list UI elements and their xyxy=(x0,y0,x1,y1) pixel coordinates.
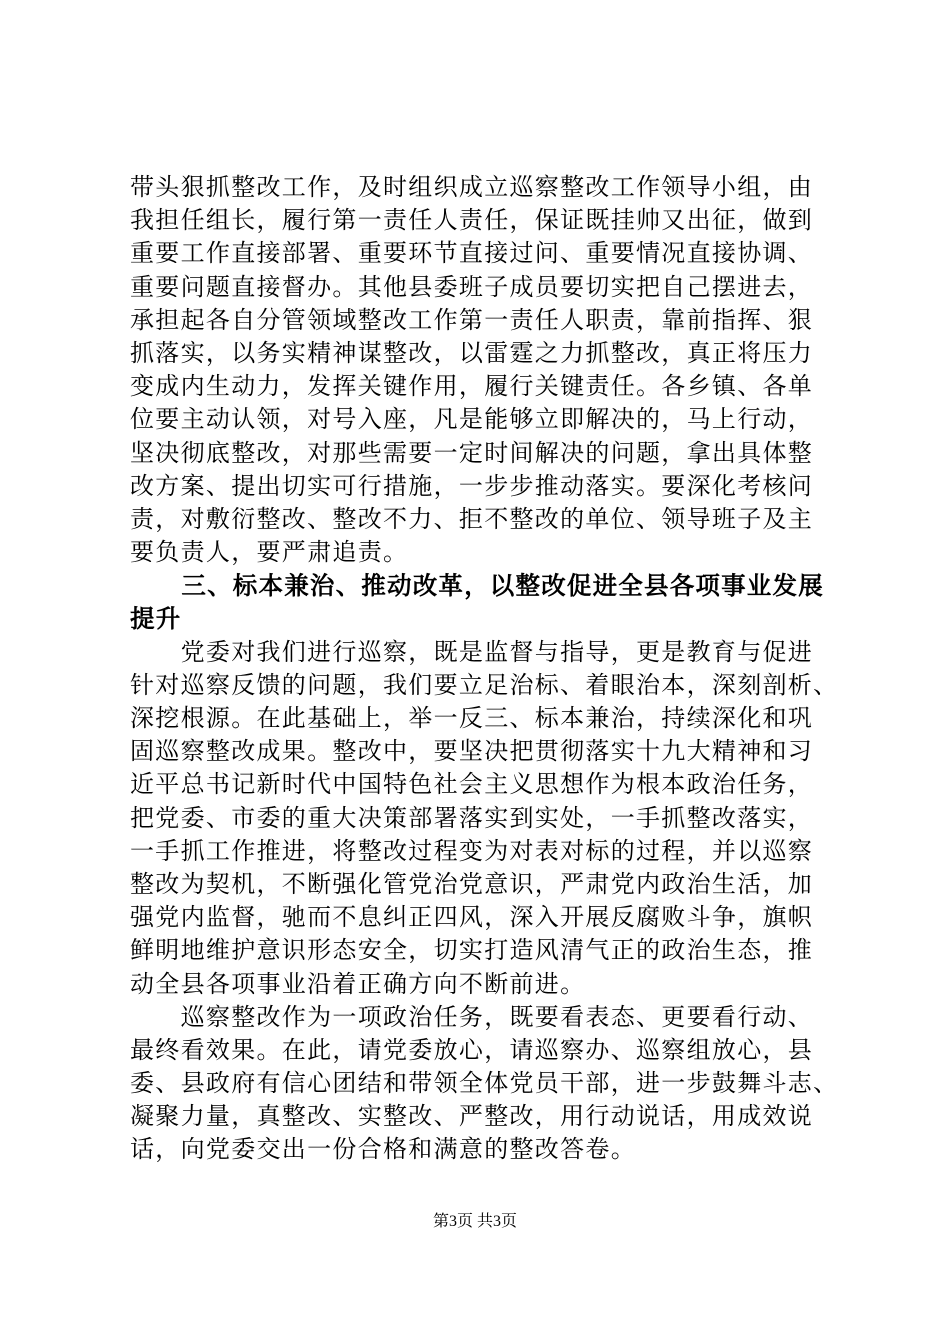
text-line: 话，向党委交出一份合格和满意的整改答卷。 xyxy=(130,1135,636,1164)
text-line: 最终看效果。在此，请党委放心，请巡察办、巡察组放心，县 xyxy=(130,1035,814,1064)
text-line: 坚决彻底整改，对那些需要一定时间解决的问题，拿出具体整 xyxy=(130,438,814,467)
text-line: 针对巡察反馈的问题，我们要立足治标、着眼治本，深刻剖析、 xyxy=(130,670,839,699)
text-line: 深挖根源。在此基础上，举一反三、标本兼治，持续深化和巩 xyxy=(130,704,814,732)
text-line: 重要问题直接督办。其他县委班子成员要切实把自己摆进去， xyxy=(130,272,814,301)
text-line: 我担任组长，履行第一责任人责任，保证既挂帅又出征，做到 xyxy=(130,206,814,235)
text-line: 要负责人，要严肃追责。 xyxy=(130,538,409,567)
text-line: 承担起各自分管领域整改工作第一责任人职责，靠前指挥、狠 xyxy=(130,305,814,334)
text-line: 重要工作直接部署、重要环节直接过问、重要情况直接协调、 xyxy=(130,239,814,268)
page-footer xyxy=(0,1212,950,1232)
section-heading: 三、标本兼治、推动改革，以整改促进全县各项事业发展 xyxy=(130,571,824,601)
text-line: 党委对我们进行巡察，既是监督与指导，更是教育与促进 xyxy=(130,637,814,666)
text-line: 鲜明地维护意识形态安全，切实打造风清气正的政治生态，推 xyxy=(130,936,814,965)
text-line: 抓落实，以务实精神谋整改，以雷霆之力抓整改，真正将压力 xyxy=(130,338,814,367)
text-line: 变成内生动力，发挥关键作用，履行关键责任。各乡镇、各单 xyxy=(130,372,814,401)
text-line: 责，对敷衍整改、整改不力、拒不整改的单位、领导班子及主 xyxy=(130,504,814,533)
text-line: 整改为契机，不断强化管党治党意识，严肃党内政治生活，加 xyxy=(130,869,814,898)
text-line: 位要主动认领，对号入座，凡是能够立即解决的，马上行动， xyxy=(130,405,814,434)
text-line: 强党内监督，驰而不息纠正四风，深入开展反腐败斗争，旗帜 xyxy=(130,903,814,932)
text-line: 近平总书记新时代中国特色社会主义思想作为根本政治任务， xyxy=(130,770,814,799)
section-heading-continued: 提升 xyxy=(130,604,182,634)
page-number: 第3页 共3页 xyxy=(432,1213,517,1230)
text-line: 委、县政府有信心团结和带领全体党员干部，进一步鼓舞斗志、 xyxy=(130,1069,839,1098)
text-line: 动全县各项事业沿着正确方向不断前进。 xyxy=(130,969,586,998)
text-line: 巡察整改作为一项政治任务，既要看表态、更要看行动、 xyxy=(130,1002,814,1031)
text-line: 凝聚力量，真整改、实整改、严整改，用行动说话，用成效说 xyxy=(130,1102,814,1131)
body-text xyxy=(130,171,839,1167)
text-line: 改方案、提出切实可行措施，一步步推动落实。要深化考核问 xyxy=(130,471,814,500)
text-line: 把党委、市委的重大决策部署落实到实处，一手抓整改落实， xyxy=(130,803,814,832)
text-line: 一手抓工作推进，将整改过程变为对表对标的过程，并以巡察 xyxy=(130,836,814,865)
text-line: 带头狠抓整改工作，及时组织成立巡察整改工作领导小组，由 xyxy=(130,173,814,201)
text-line: 固巡察整改成果。整改中，要坚决把贯彻落实十九大精神和习 xyxy=(130,737,814,766)
